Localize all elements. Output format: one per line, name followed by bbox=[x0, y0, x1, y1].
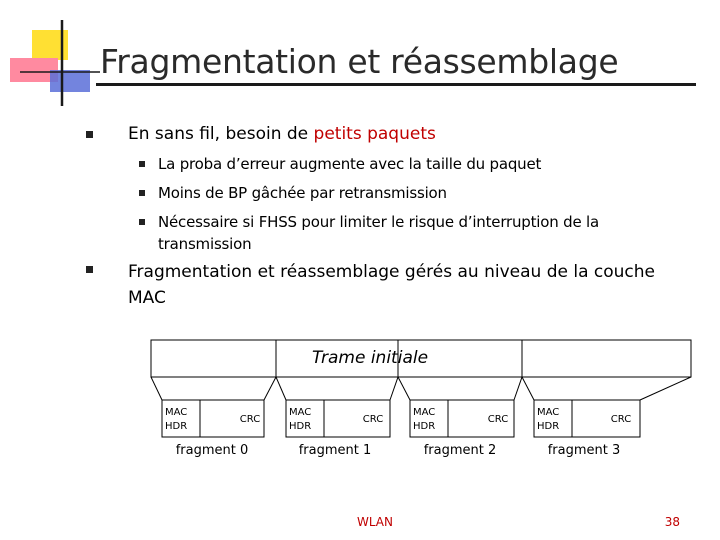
subbullet-2: Moins de BP gâchée par retransmission bbox=[158, 184, 447, 202]
mac-hdr-label: MAC bbox=[165, 407, 188, 418]
mac-hdr-label: HDR bbox=[537, 421, 560, 432]
page-number: 38 bbox=[664, 515, 680, 529]
footer-center-text: WLAN bbox=[356, 515, 393, 529]
slide-title: Fragmentation et réassemblage bbox=[100, 42, 619, 81]
mac-hdr-label: HDR bbox=[165, 421, 188, 432]
fragment-label: fragment 3 bbox=[547, 443, 621, 458]
mac-hdr-label: MAC bbox=[537, 407, 560, 418]
bullet-1-text: En sans fil, besoin de bbox=[128, 124, 314, 144]
fragment-1 bbox=[286, 400, 390, 458]
crc-label: CRC bbox=[239, 414, 261, 425]
mac-hdr-label: MAC bbox=[413, 407, 436, 418]
subbullet-1: La proba d’erreur augmente avec la taille du paquet bbox=[158, 155, 542, 173]
fragment-2 bbox=[410, 400, 514, 458]
crc-label: CRC bbox=[610, 414, 632, 425]
fragment-3 bbox=[534, 400, 640, 458]
mac-hdr-label: HDR bbox=[413, 421, 436, 432]
bullet-1-highlight: petits paquets bbox=[313, 124, 436, 144]
crc-label: CRC bbox=[487, 414, 509, 425]
mac-hdr-label: MAC bbox=[289, 407, 312, 418]
fragment-connectors bbox=[151, 377, 691, 400]
mac-hdr-label: HDR bbox=[289, 421, 312, 432]
fragment-label: fragment 0 bbox=[175, 443, 249, 458]
frame-label: Trame initiale bbox=[311, 348, 429, 368]
subbullet-3: Nécessaire si FHSS pour limiter le risque d’interruption de la transmission bbox=[158, 213, 600, 253]
bullet-2: Fragmentation et réassemblage gérés au niveau de la couche MAC bbox=[128, 262, 656, 308]
fragment-label: fragment 1 bbox=[298, 443, 372, 458]
fragment-label: fragment 2 bbox=[423, 443, 497, 458]
crc-label: CRC bbox=[362, 414, 384, 425]
fragment-0 bbox=[162, 400, 264, 458]
